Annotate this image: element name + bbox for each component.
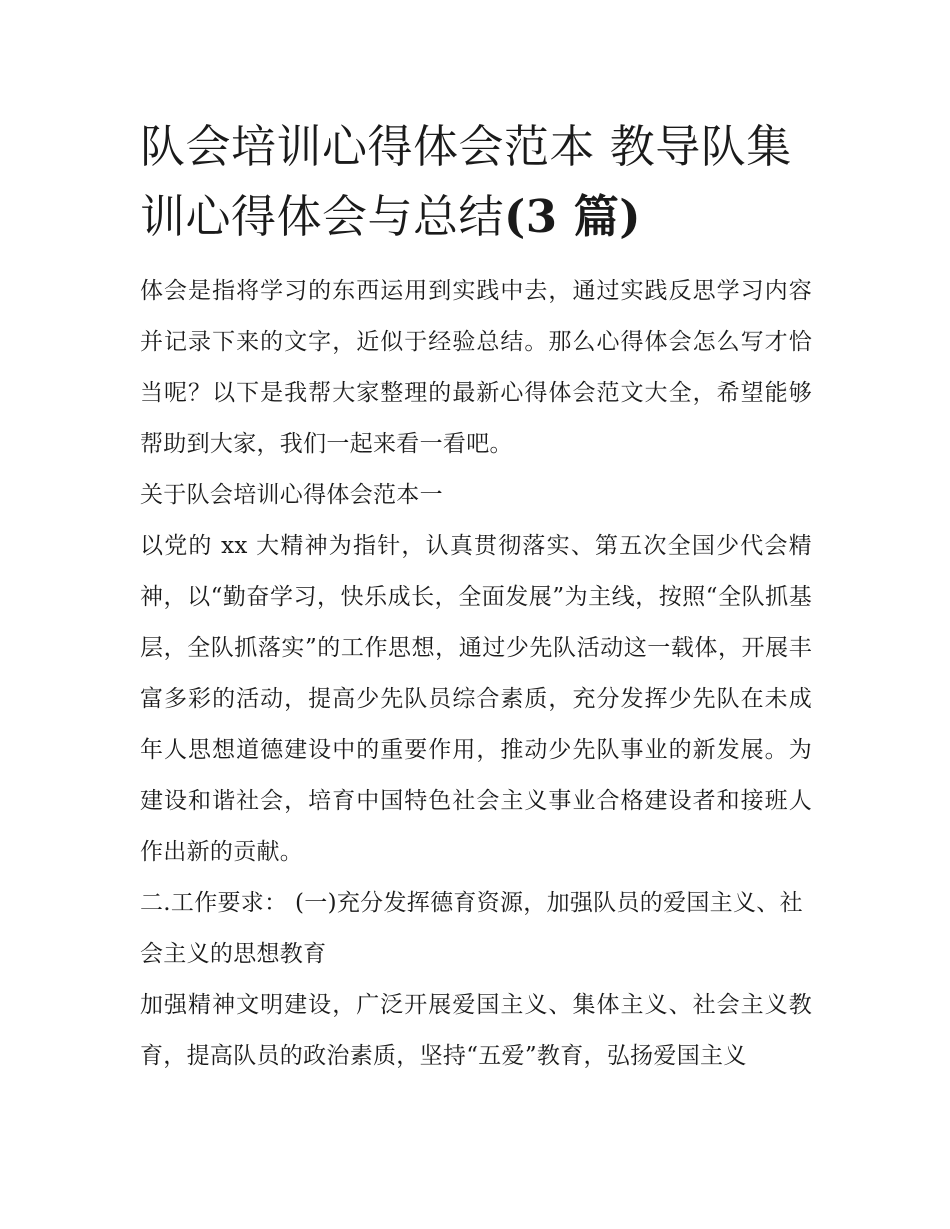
title-count: (3 篇)	[504, 190, 642, 243]
section-heading: 关于队会培训心得体会范本一	[140, 482, 443, 508]
document-title	[140, 112, 812, 252]
work-requirements-heading: 二.工作要求： (一)充分发挥德育资源，加强队员的爱国主义、社会主义的思想教育	[140, 890, 803, 967]
intro-paragraph: 体会是指将学习的东西运用到实践中去，通过实践反思学习内容并记录下来的文字，近似于经验总结。那么心得体会怎么写才恰当呢？以下是我帮大家整理的最新心得体会范文大全，希望能够帮助到大家，我们一起来看一看吧。	[140, 278, 812, 457]
document-content	[140, 112, 812, 1082]
spiritual-civilization-paragraph: 加强精神文明建设，广泛开展爱国主义、集体主义、社会主义教育，提高队员的政治素质，坚持“五爱”教育，弘扬爱国主义	[140, 992, 812, 1069]
title-text: 队会培训心得体会范本 教导队集训心得体会与总结	[140, 120, 792, 243]
guiding-paragraph: 以党的 xx 大精神为指针，认真贯彻落实、第五次全国少代会精神，以“勤奋学习，快乐成长，全面发展”为主线，按照“全队抓基层，全队抓落实”的工作思想，通过少先队活动这一载体，开展丰富多彩的活动，提高少先队员综合素质，充分发挥少先队在未成年人思想道德建设中的重要作用，推动少先队事业的新发展。为建设和谐社会，培育中国特色社会主义事业合格建设者和接班人作出新的贡献。	[140, 533, 812, 865]
